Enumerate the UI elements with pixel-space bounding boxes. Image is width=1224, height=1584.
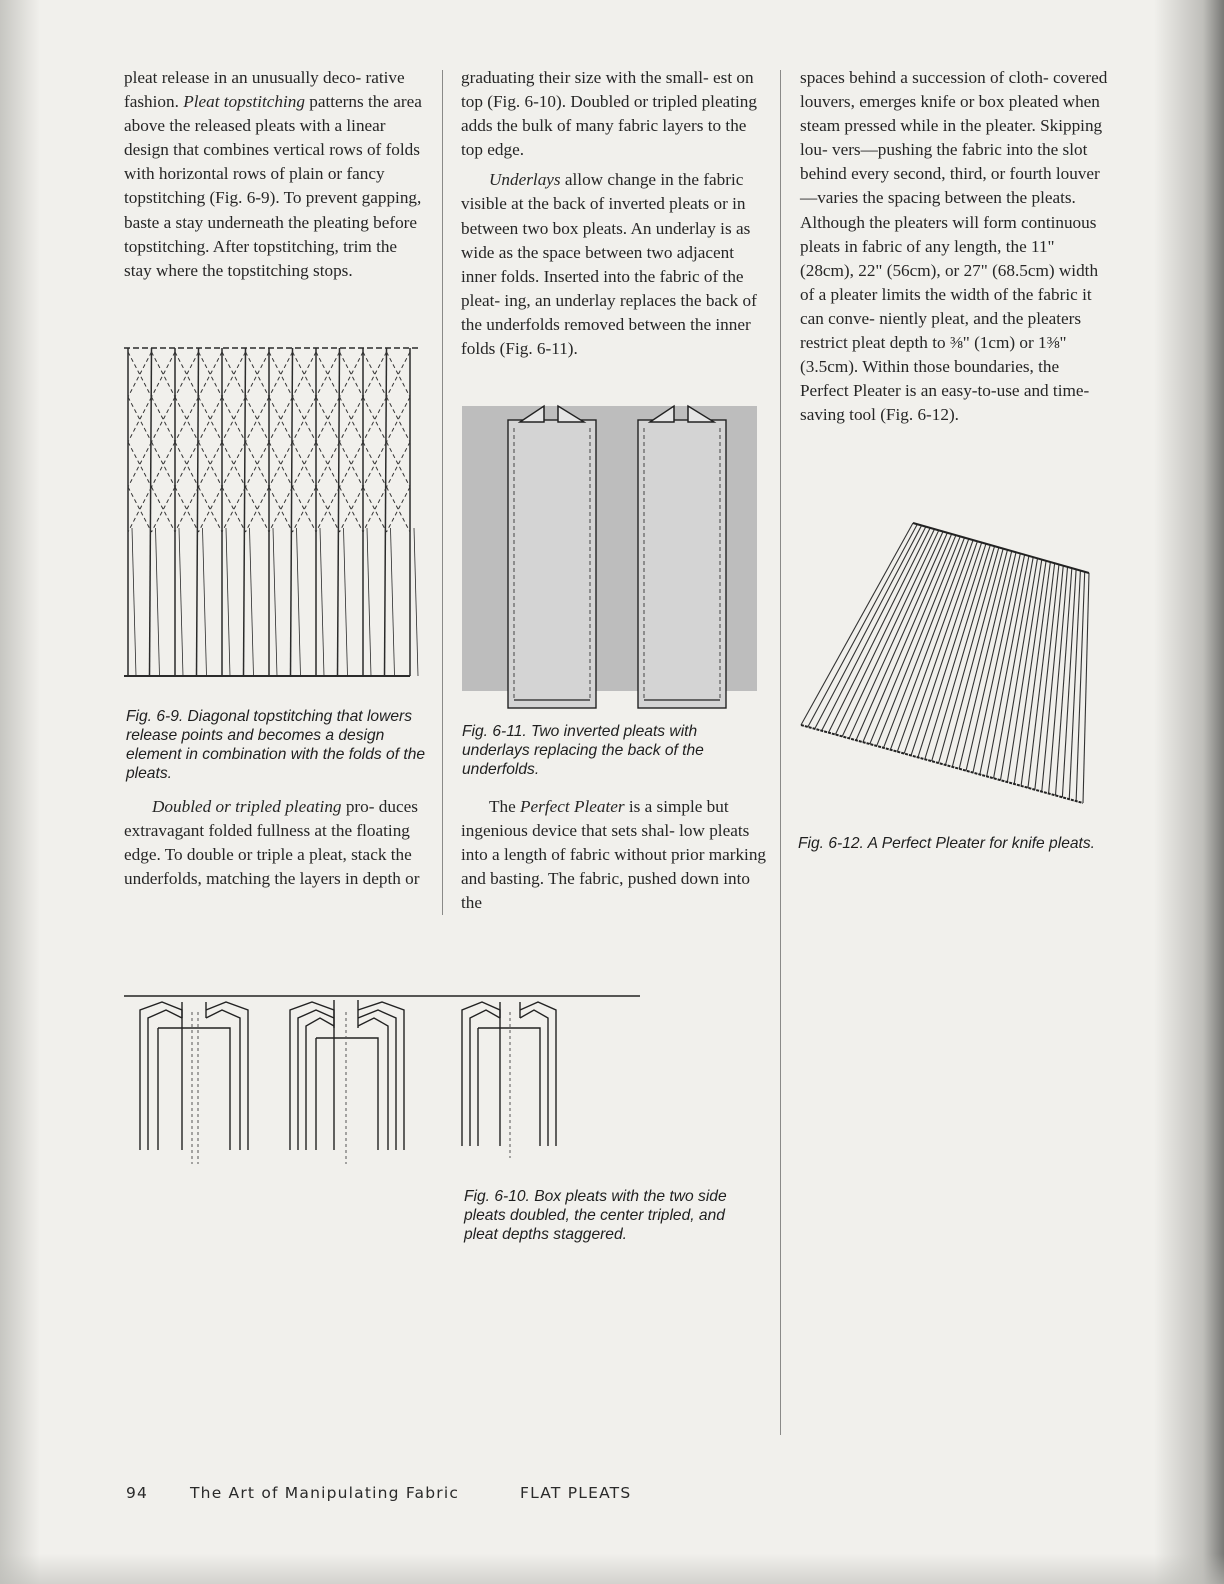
- page-number: 94: [126, 1484, 149, 1502]
- running-book-title: The Art of Manipulating Fabric: [190, 1484, 460, 1502]
- figure-6-11-caption: Fig. 6-11. Two inverted pleats with underlays replacing the back of the underfolds.: [462, 723, 704, 778]
- figure-6-12-caption: Fig. 6-12. A Perfect Pleater for knife pleats.: [798, 835, 1095, 852]
- body-paragraph: spaces behind a succession of cloth- covered louvers, emerges knife or box pleated when steam pressed while in the pleater. Skipping lou- vers—pushing the fabric into the slot behind every second, third, or fourth louver—varies the spacing between the pleats. Although the pleaters will form continuous pleats in fabric of any length, the 11" (28cm), 22" (56cm), or 27" (68.5cm) width of a pleater limits the width of the fabric it can conve- niently pleat, and the pleaters restrict pleat depth to ⅜" (1cm) or 1⅜" (3.5cm). Within those boundaries, the Perfect Pleater is an easy-to-use and time-saving tool (Fig. 6-12).: [800, 68, 1108, 425]
- running-section-title: FLAT PLEATS: [520, 1484, 632, 1502]
- column-1-text-continued: [124, 795, 426, 891]
- figure-6-11-inverted-pleats: [460, 400, 760, 710]
- figure-6-10-caption: Fig. 6-10. Box pleats with the two side pleats doubled, the center tripled, and pleat depths staggered.: [464, 1188, 727, 1243]
- figure-6-9-caption: Fig. 6-9. Diagonal topstitching that lowers release points and becomes a design element in combination with the folds of the pleats.: [126, 708, 426, 782]
- column-rule-2: [780, 70, 781, 1435]
- page-edge-shadow: [1154, 0, 1224, 1584]
- figure-6-9-diagonal-topstitching: [118, 338, 423, 683]
- column-2-text-continued: [461, 795, 767, 915]
- page-gutter-shadow: [0, 0, 40, 1584]
- column-3-text: [800, 66, 1110, 427]
- page-bottom-shadow: [0, 1554, 1224, 1584]
- body-paragraph: pleat release in an unusually deco- rative fashion. Pleat topstitching patterns the area above the released pleats with a linear design that combines vertical rows of folds with horizontal rows of plain or fancy topstitching (Fig. 6-9). To prevent gapping, baste a stay underneath the pleating before topstitching. After topstitching, trim the stay where the topstitching stops.: [124, 68, 422, 280]
- body-paragraph: The Perfect Pleater is a simple but ingenious device that sets shal- low pleats into a length of fabric without prior marking and basting. The fabric, pushed down into the: [461, 797, 767, 913]
- column-rule-1: [442, 70, 443, 915]
- column-2-text: [461, 66, 767, 361]
- body-paragraph: graduating their size with the small- est on top (Fig. 6-10). Doubled or tripled pleating adds the bulk of many fabric layers to the top edge.: [461, 68, 757, 160]
- figure-6-12-perfect-pleater: [795, 515, 1095, 810]
- body-paragraph: Underlays allow change in the fabric visible at the back of inverted pleats or in between two box pleats. An underlay is as wide as the space between two adjacent inner folds. Inserted into the fabric of the pleat- ing, an underlay replaces the back of the underfolds removed between the inner folds (Fig. 6-11).: [461, 170, 757, 359]
- body-paragraph: Doubled or tripled pleating pro- duces extravagant folded fullness at the floating edge. To double or triple a pleat, stack the underfolds, matching the layers in depth or: [124, 797, 420, 889]
- figure-6-10-box-pleats: [120, 988, 645, 1168]
- column-1-text: [124, 66, 426, 283]
